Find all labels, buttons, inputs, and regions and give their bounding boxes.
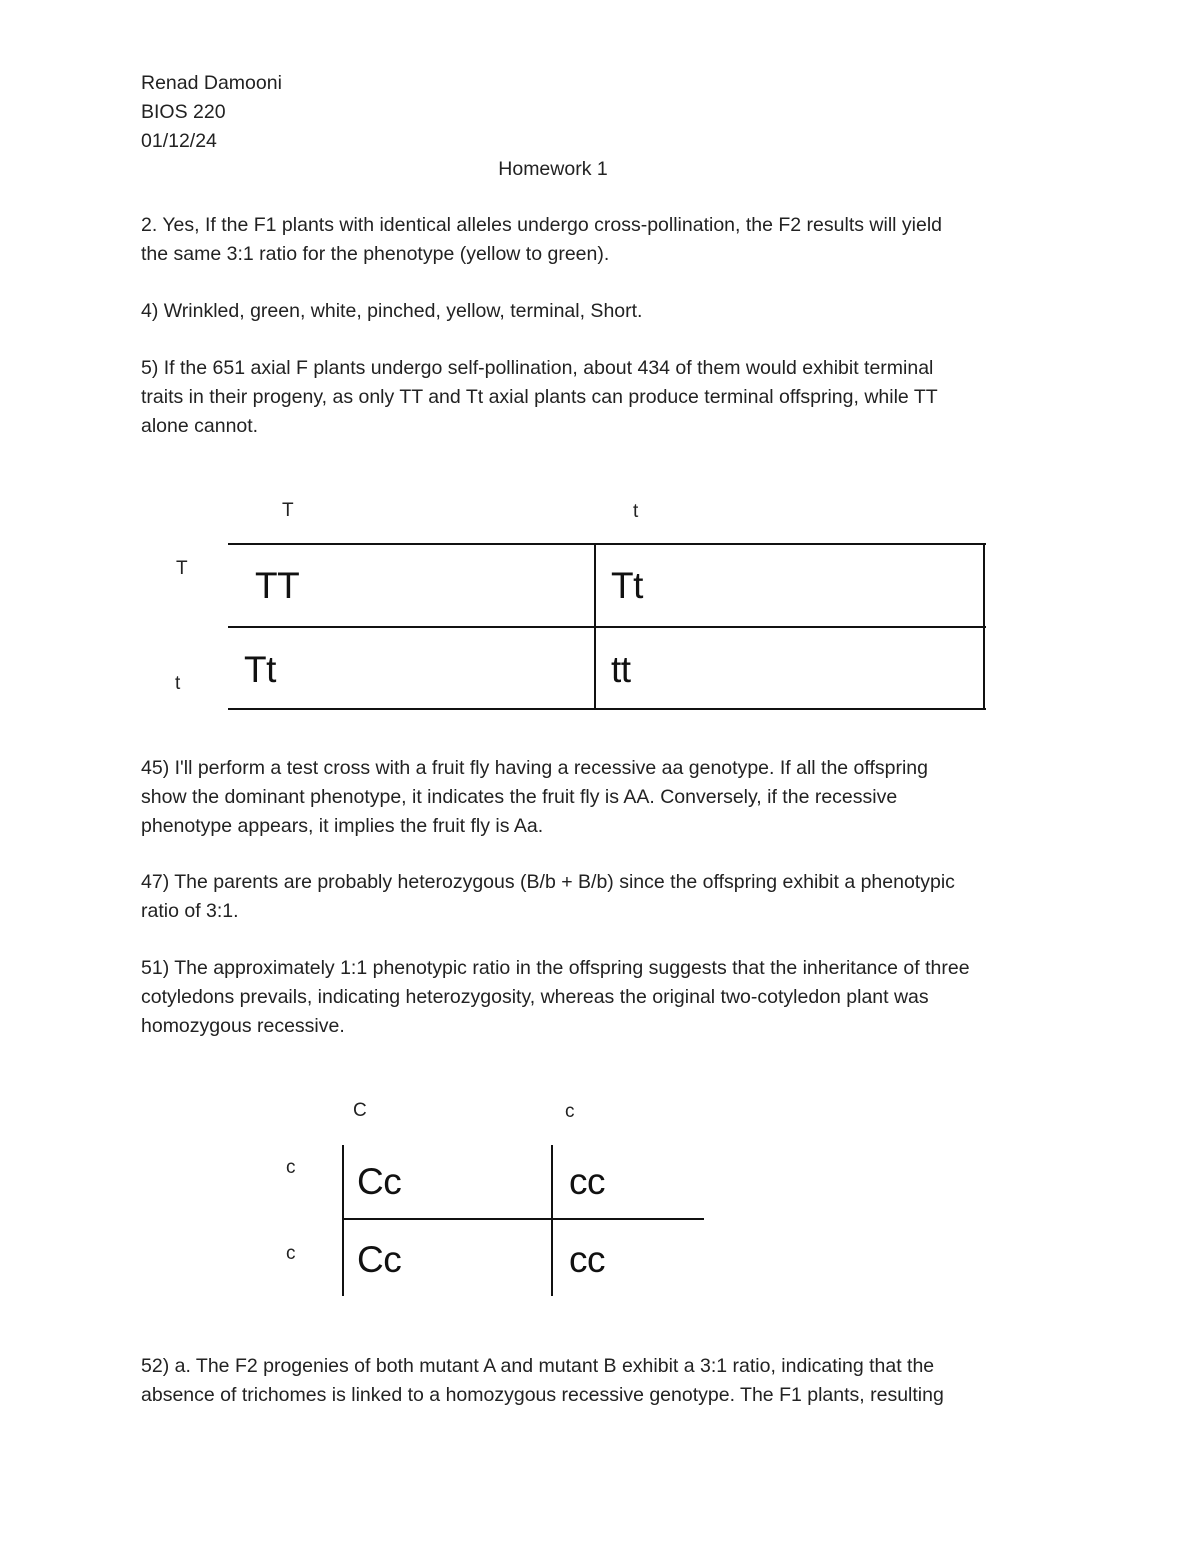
answer-line: traits in their progeny, as only TT and Tt axial plants can produce terminal offspring, while TT xyxy=(141,386,938,408)
answer-q45 xyxy=(141,754,1071,841)
punnett-cell: Cc xyxy=(357,1161,402,1202)
punnett-cell: Tt xyxy=(244,649,276,690)
answer-line: the same 3:1 ratio for the phenotype (yellow to green). xyxy=(141,243,610,265)
answer-line: absence of trichomes is linked to a homozygous recessive genotype. The F1 plants, resulting xyxy=(141,1384,944,1406)
punnett-cell: cc xyxy=(569,1161,605,1202)
answer-line: 5) If the 651 axial F plants undergo self-pollination, about 434 of them would exhibit terminal xyxy=(141,357,934,379)
answer-line: 47) The parents are probably heterozygous (B/b + B/b) since the offspring exhibit a phenotypic xyxy=(141,871,955,893)
answer-q52 xyxy=(141,1352,1071,1410)
answer-line: alone cannot. xyxy=(141,415,259,437)
grid-line xyxy=(594,543,596,710)
answer-line: 45) I'll perform a test cross with a fruit fly having a recessive aa genotype. If all the offspring xyxy=(141,757,928,779)
col-header: T xyxy=(282,500,294,521)
punnett-cell: cc xyxy=(569,1239,605,1280)
answer-q2 xyxy=(141,211,1071,269)
grid-line xyxy=(983,543,985,710)
date: 01/12/24 xyxy=(141,130,217,152)
answer-line: 52) a. The F2 progenies of both mutant A and mutant B exhibit a 3:1 ratio, indicating that the xyxy=(141,1355,935,1377)
answer-line: 51) The approximately 1:1 phenotypic ratio in the offspring suggests that the inheritance of three xyxy=(141,957,970,979)
grid-line xyxy=(228,708,986,710)
answer-line: 4) Wrinkled, green, white, pinched, yellow, terminal, Short. xyxy=(141,300,643,322)
grid-line xyxy=(228,626,986,628)
punnett-cell: Tt xyxy=(611,565,643,606)
course-code: BIOS 220 xyxy=(141,101,226,123)
answer-line: show the dominant phenotype, it indicates the fruit fly is AA. Conversely, if the recessive xyxy=(141,786,898,808)
punnett-cell: Cc xyxy=(357,1239,402,1280)
answer-q51 xyxy=(141,954,1071,1041)
answer-line: phenotype appears, it implies the fruit fly is Aa. xyxy=(141,815,544,837)
grid-line xyxy=(342,1218,704,1220)
answer-line: ratio of 3:1. xyxy=(141,900,239,922)
answer-q47 xyxy=(141,868,1071,926)
col-header: t xyxy=(633,501,639,522)
grid-line xyxy=(551,1145,553,1296)
col-header: c xyxy=(565,1101,575,1122)
grid-line xyxy=(228,543,986,545)
col-header: C xyxy=(353,1100,367,1121)
answer-q5 xyxy=(141,354,1071,441)
answer-line: homozygous recessive. xyxy=(141,1015,345,1037)
page-title: Homework 1 xyxy=(498,158,608,180)
row-header: c xyxy=(286,1243,296,1264)
answer-line: 2. Yes, If the F1 plants with identical alleles undergo cross-pollination, the F2 results will yield xyxy=(141,214,943,236)
punnett-cell: TT xyxy=(255,565,300,606)
grid-line xyxy=(342,1145,344,1296)
answer-q4 xyxy=(141,297,1071,326)
punnett-cell: tt xyxy=(611,649,631,690)
answer-line: cotyledons prevails, indicating heterozygosity, whereas the original two-cotyledon plant was xyxy=(141,986,929,1008)
row-header: c xyxy=(286,1157,296,1178)
author-name: Renad Damooni xyxy=(141,72,282,94)
row-header: t xyxy=(175,673,181,694)
row-header: T xyxy=(176,558,188,579)
